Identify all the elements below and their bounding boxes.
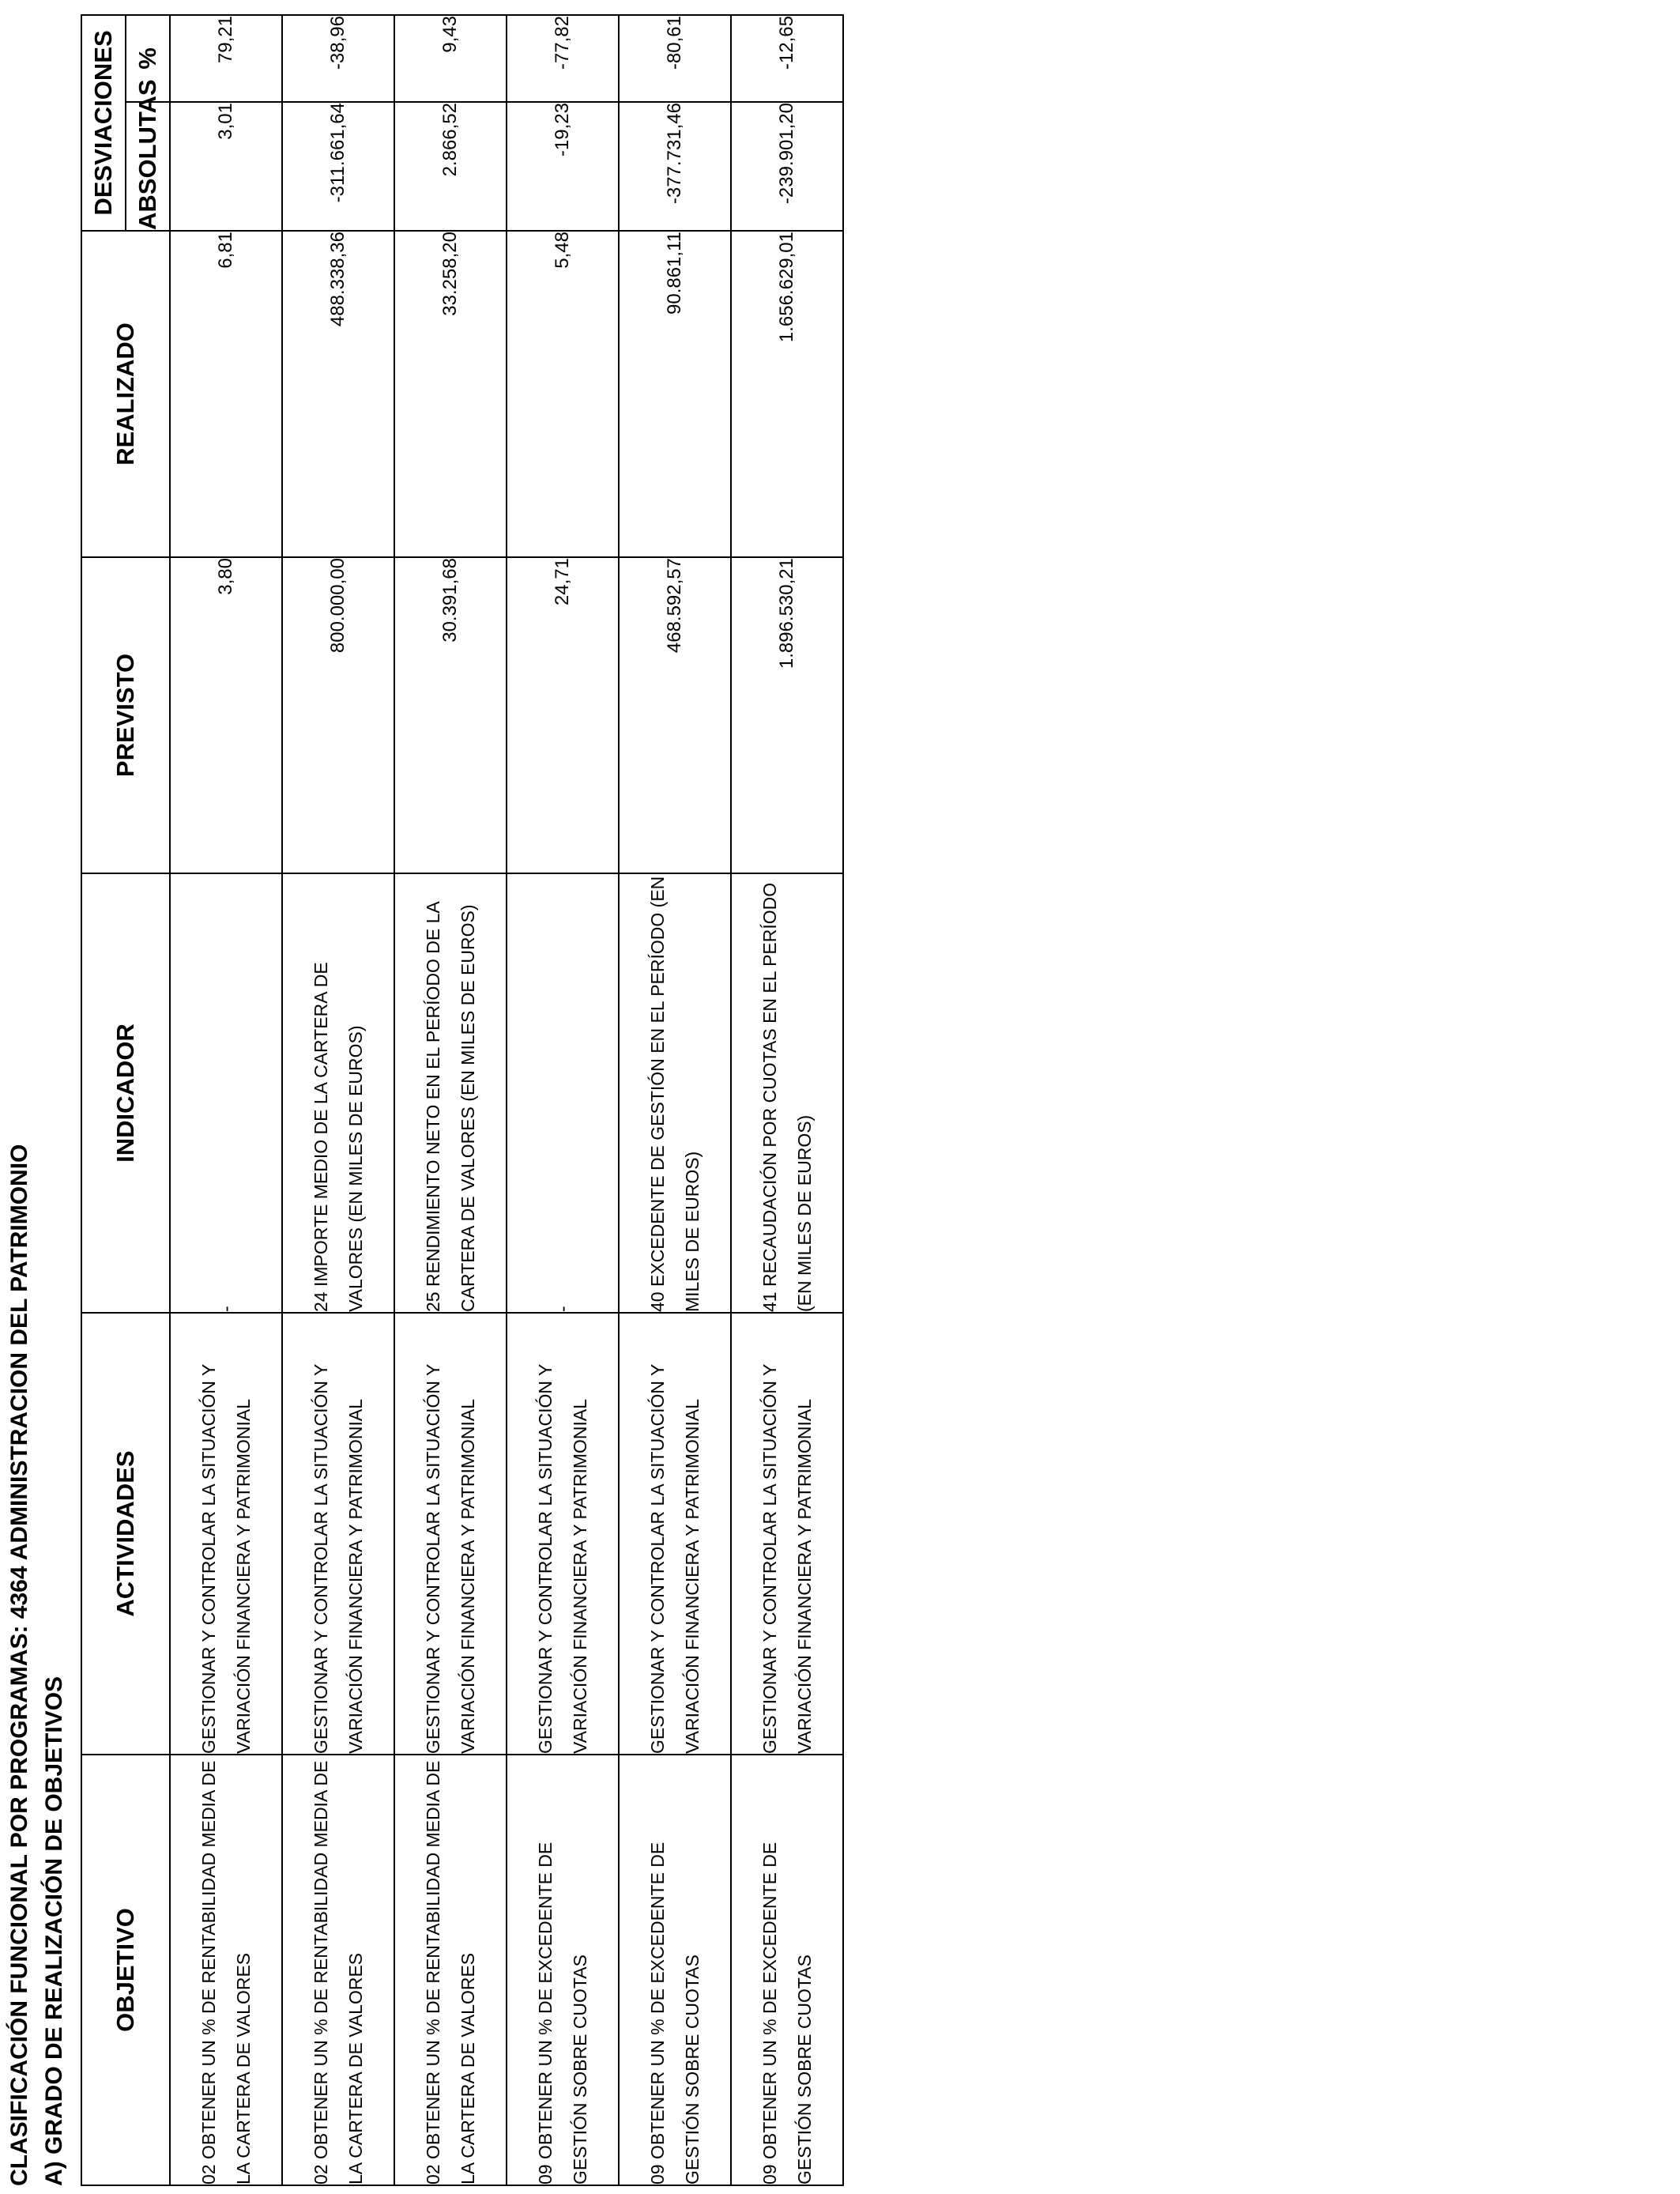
cell-previsto: 468.592,57 [619, 557, 731, 873]
cell-actividades: GESTIONAR Y CONTROLAR LA SITUACIÓN Y VARIACIÓN FINANCIERA Y PATRIMONIAL [394, 1313, 507, 1755]
cell-actividades: GESTIONAR Y CONTROLAR LA SITUACIÓN Y VARIACIÓN FINANCIERA Y PATRIMONIAL [731, 1313, 843, 1755]
cell-objetivo: 09 OBTENER UN % DE EXCEDENTE DE GESTIÓN SOBRE CUOTAS [731, 1755, 843, 2185]
cell-absolutas: -311.661,64 [282, 102, 394, 231]
cell-actividades: GESTIONAR Y CONTROLAR LA SITUACIÓN Y VARIACIÓN FINANCIERA Y PATRIMONIAL [507, 1313, 619, 1755]
cell-indicador: 41 RECAUDACIÓN POR CUOTAS EN EL PERÍODO (EN MILES DE EUROS) [731, 873, 843, 1313]
cell-absolutas: -377.731,46 [619, 102, 731, 231]
table-row [507, 15, 619, 2185]
cell-realizado: 1.656.629,01 [731, 231, 843, 557]
header-realizado: REALIZADO [81, 231, 170, 557]
cell-absolutas: 2.866,52 [394, 102, 507, 231]
header-absolutas: ABSOLUTAS [126, 102, 170, 231]
cell-realizado: 33.258,20 [394, 231, 507, 557]
header-indicador: INDICADOR [81, 873, 170, 1313]
cell-porcentaje: -80,61 [619, 15, 731, 102]
header-actividades: ACTIVIDADES [81, 1313, 170, 1755]
cell-porcentaje: -12,65 [731, 15, 843, 102]
cell-objetivo: 09 OBTENER UN % DE EXCEDENTE DE GESTIÓN SOBRE CUOTAS [619, 1755, 731, 2185]
header-objetivo: OBJETIVO [81, 1755, 170, 2185]
cell-porcentaje: 79,21 [170, 15, 282, 102]
header-porcentaje: % [126, 15, 170, 102]
cell-indicador: 40 EXCEDENTE DE GESTIÓN EN EL PERÍODO (EN MILES DE EUROS) [619, 873, 731, 1313]
cell-previsto: 30.391,68 [394, 557, 507, 873]
table-row [282, 15, 394, 2185]
objectives-table [81, 14, 844, 2186]
cell-realizado: 6,81 [170, 231, 282, 557]
cell-realizado: 90.861,11 [619, 231, 731, 557]
cell-porcentaje: 9,43 [394, 15, 507, 102]
cell-realizado: 5,48 [507, 231, 619, 557]
cell-previsto: 3,80 [170, 557, 282, 873]
header-desviaciones: DESVIACIONES [81, 15, 126, 231]
header-previsto: PREVISTO [81, 557, 170, 873]
cell-absolutas: -19,23 [507, 102, 619, 231]
table-row [170, 15, 282, 2185]
cell-objetivo: 02 OBTENER UN % DE RENTABILIDAD MEDIA DE LA CARTERA DE VALORES [394, 1755, 507, 2185]
cell-indicador: - [507, 873, 619, 1313]
cell-actividades: GESTIONAR Y CONTROLAR LA SITUACIÓN Y VARIACIÓN FINANCIERA Y PATRIMONIAL [170, 1313, 282, 1755]
cell-porcentaje: -38,96 [282, 15, 394, 102]
page-subtitle: A) GRADO DE REALIZACIÓN DE OBJETIVOS [41, 1676, 67, 2186]
cell-previsto: 24,71 [507, 557, 619, 873]
cell-objetivo: 09 OBTENER UN % DE EXCEDENTE DE GESTIÓN SOBRE CUOTAS [507, 1755, 619, 2185]
cell-objetivo: 02 OBTENER UN % DE RENTABILIDAD MEDIA DE LA CARTERA DE VALORES [282, 1755, 394, 2185]
table-row [394, 15, 507, 2185]
cell-previsto: 800.000,00 [282, 557, 394, 873]
cell-porcentaje: -77,82 [507, 15, 619, 102]
cell-actividades: GESTIONAR Y CONTROLAR LA SITUACIÓN Y VARIACIÓN FINANCIERA Y PATRIMONIAL [619, 1313, 731, 1755]
cell-absolutas: 3,01 [170, 102, 282, 231]
table-row [731, 15, 843, 2185]
table-row [619, 15, 731, 2185]
page-title: CLASIFICACIÓN FUNCIONAL POR PROGRAMAS: 4364 ADMINISTRACION DEL PATRIMONIO [6, 1144, 32, 2186]
cell-indicador: 25 RENDIMIENTO NETO EN EL PERÍODO DE LA CARTERA DE VALORES (EN MILES DE EUROS) [394, 873, 507, 1313]
cell-objetivo: 02 OBTENER UN % DE RENTABILIDAD MEDIA DE LA CARTERA DE VALORES [170, 1755, 282, 2185]
cell-indicador: - [170, 873, 282, 1313]
cell-indicador: 24 IMPORTE MEDIO DE LA CARTERA DE VALORES (EN MILES DE EUROS) [282, 873, 394, 1313]
cell-actividades: GESTIONAR Y CONTROLAR LA SITUACIÓN Y VARIACIÓN FINANCIERA Y PATRIMONIAL [282, 1313, 394, 1755]
cell-absolutas: -239.901,20 [731, 102, 843, 231]
cell-previsto: 1.896.530,21 [731, 557, 843, 873]
cell-realizado: 488.338,36 [282, 231, 394, 557]
